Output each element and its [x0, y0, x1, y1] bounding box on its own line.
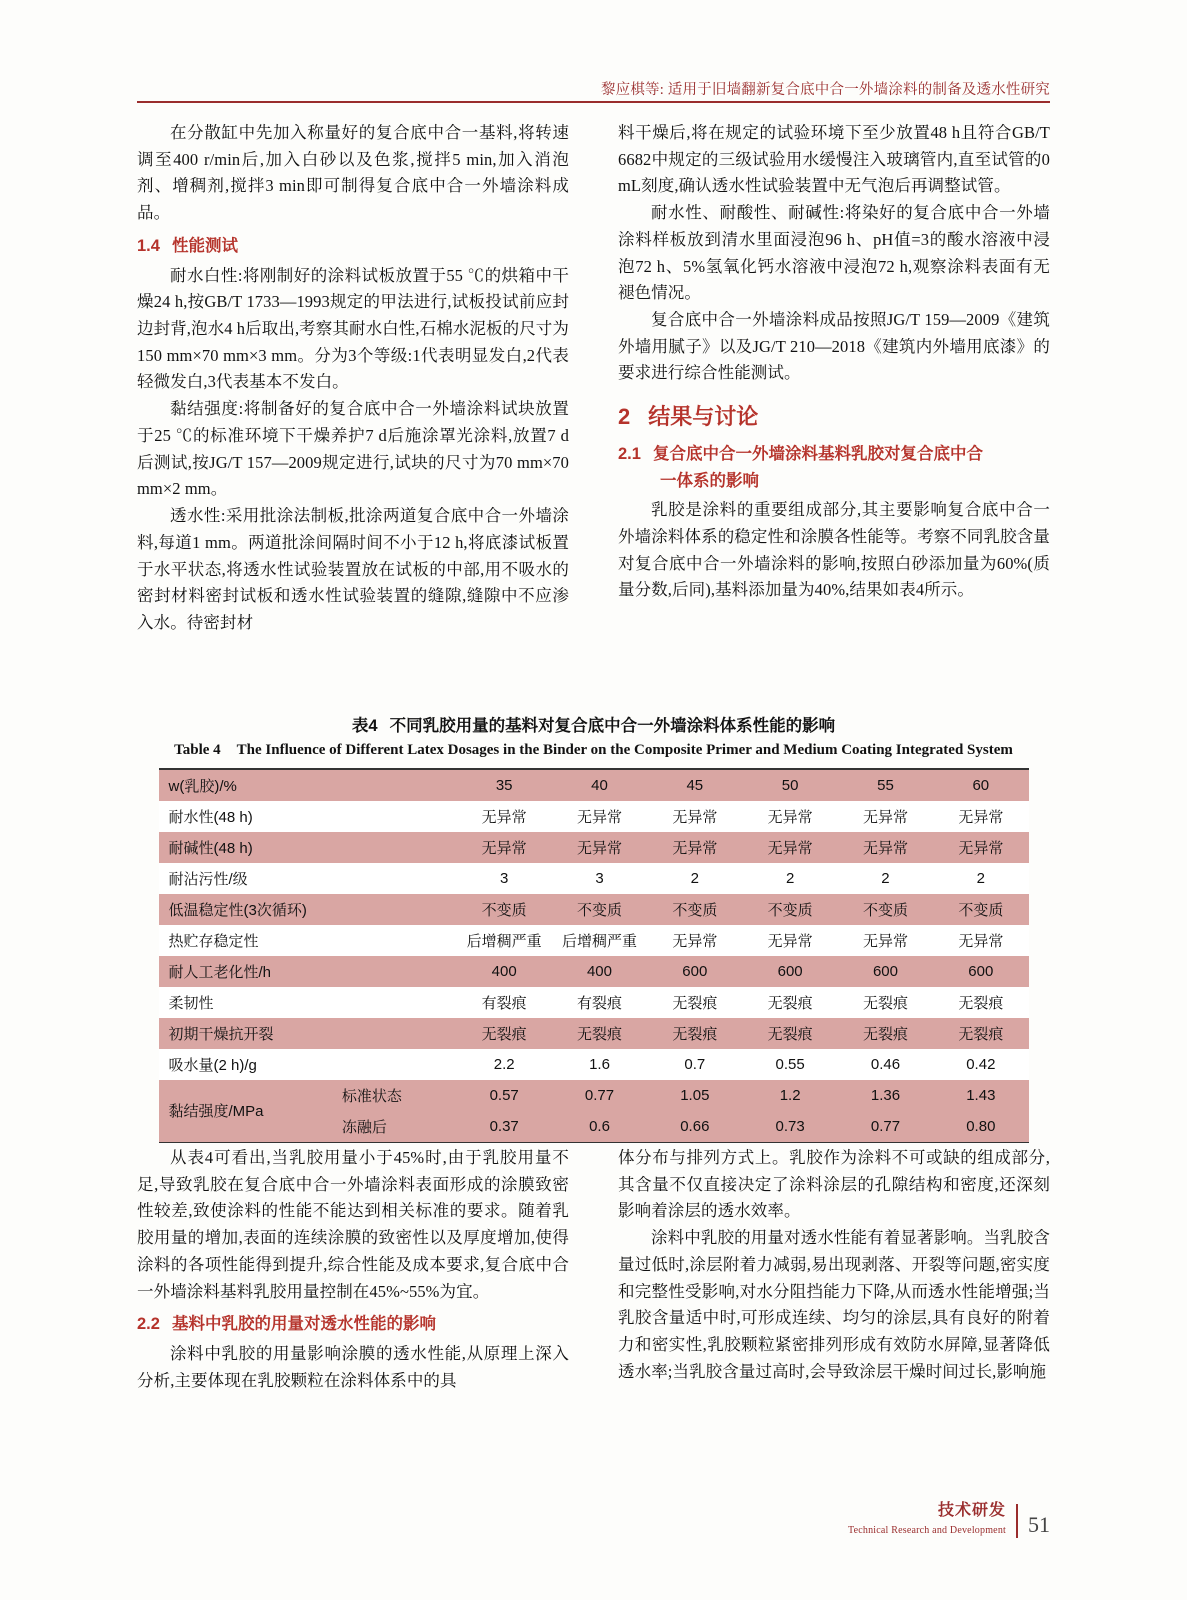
- cell: 0.77: [870, 1117, 901, 1135]
- paragraph: 乳胶是涂料的重要组成部分,其主要影响复合底中合一外墙涂料体系的稳定性和涂膜各性能等。考察不同乳胶含量对复合底中合一外墙涂料的影响,按照白砂添加量为60%(质量分数,后同),基料添加量为40%,结果如表4所示。: [618, 500, 1050, 600]
- table-header-row: [159, 770, 1029, 801]
- row-sublabel: 冻融后: [341, 1118, 387, 1136]
- section-heading-1-4: [137, 233, 569, 260]
- page-number: 51: [1028, 1512, 1050, 1537]
- cell: 后增稠严重: [561, 932, 637, 950]
- table-row: [159, 894, 1029, 925]
- cell: 2: [976, 869, 985, 887]
- cell: 不变质: [958, 901, 1004, 919]
- cell: 不变质: [481, 901, 527, 919]
- cell: 无异常: [767, 932, 813, 950]
- table-row: [159, 863, 1029, 894]
- table-row: [159, 987, 1029, 1018]
- section-heading-2-2: [137, 1311, 569, 1338]
- header-divider: [137, 101, 1050, 103]
- cell: 无异常: [672, 808, 718, 826]
- cell: 无裂痕: [576, 1025, 622, 1043]
- table-title-cn: 不同乳胶用量的基料对复合底中合一外墙涂料体系性能的影响: [389, 717, 836, 735]
- column-header: 35: [495, 776, 513, 794]
- footer-brand-cn: 技术研发: [937, 1502, 1006, 1519]
- cell: 无裂痕: [958, 994, 1004, 1012]
- table-title-en: The Influence of Different Latex Dosages in the Binder on the Composite Primer and Medium Coating Integrated System: [236, 742, 1013, 758]
- section-number: 2.2: [137, 1315, 160, 1334]
- cell: 400: [586, 962, 612, 980]
- row-label: 黏结强度/MPa: [168, 1103, 264, 1121]
- cell: 无异常: [672, 932, 718, 950]
- cell: 不变质: [672, 901, 718, 919]
- table-caption-cn: [137, 712, 1050, 736]
- table-row: [159, 925, 1029, 956]
- cell: 0.77: [584, 1086, 615, 1104]
- row-label: 耐碱性(48 h): [168, 839, 253, 857]
- cell: 无异常: [767, 808, 813, 826]
- row-label: 吸水量(2 h)/g: [168, 1056, 257, 1074]
- table-row: [159, 832, 1029, 863]
- cell: 无异常: [862, 808, 908, 826]
- cell: 2: [785, 869, 795, 887]
- cell: 0.46: [870, 1055, 901, 1073]
- cell: 0.7: [684, 1055, 706, 1073]
- cell: 600: [872, 962, 898, 980]
- top-columns: [137, 120, 1050, 637]
- table-row: [159, 1080, 1029, 1111]
- cell: 无裂痕: [862, 994, 908, 1012]
- cell: 无异常: [672, 839, 718, 857]
- cell: 无异常: [862, 839, 908, 857]
- cell: 3: [499, 869, 509, 887]
- bottom-right-column: [618, 1145, 1050, 1385]
- paragraph: 耐水白性:将刚制好的涂料试板放置于55 ℃的烘箱中干燥24 h,按GB/T 1733—1993规定的甲法进行,试板投试前应封边封背,泡水4 h后取出,考察其耐水白性,石棉水泥板的尺寸为150 mm×70 mm×3 mm。分为3个等级:1代表明显发白,2代表轻微发白,3代表基本不发白。: [137, 265, 569, 392]
- cell: 0.57: [489, 1086, 519, 1104]
- table-4-block: [137, 712, 1050, 1143]
- paragraph: 黏结强度:将制备好的复合底中合一外墙涂料试块放置于25 ℃的标准环境下干燥养护7 d后施涂罩光涂料,放置7 d后测试,按JG/T 157—2009规定进行,试块的尺寸为70 mm×70 mm×2 mm。: [137, 399, 569, 499]
- section-title: 结果与讨论: [648, 404, 759, 430]
- footer-divider: [1016, 1504, 1018, 1538]
- cell: 2: [881, 869, 890, 887]
- row-sublabel: 标准状态: [341, 1087, 402, 1105]
- cell: 0.6: [589, 1117, 610, 1135]
- table-row: [159, 1049, 1029, 1080]
- cell: 0.37: [489, 1117, 519, 1135]
- cell: 600: [682, 962, 708, 980]
- column-header: 55: [877, 776, 894, 794]
- cell: 0.73: [775, 1117, 805, 1135]
- cell: 2: [690, 869, 699, 887]
- row-label: 热贮存稳定性: [168, 932, 259, 950]
- cell: 400: [491, 962, 517, 980]
- left-column: [137, 120, 569, 637]
- section-number: 2: [618, 404, 631, 430]
- cell: 不变质: [576, 901, 622, 919]
- bottom-columns: [137, 1145, 1050, 1394]
- column-header: 50: [781, 776, 799, 794]
- cell: 无异常: [958, 839, 1004, 857]
- table-label-cn: 表4: [351, 717, 378, 735]
- row-label: 耐水性(48 h): [168, 808, 253, 826]
- cell: 无异常: [862, 932, 908, 950]
- column-header: 40: [591, 776, 608, 794]
- table-row: [159, 956, 1029, 987]
- cell: 0.66: [680, 1117, 710, 1135]
- cell: 无异常: [481, 839, 527, 857]
- footer-brand-en: Technical Research and Development: [848, 1525, 1006, 1536]
- row-label: 耐沾污性/级: [168, 870, 248, 888]
- cell: 无裂痕: [958, 1025, 1004, 1043]
- cell: 600: [777, 962, 803, 980]
- column-header: w(乳胶)/%: [168, 777, 237, 795]
- paragraph: 透水性:采用批涂法制板,批涂两道复合底中合一外墙涂料,每道1 mm。两道批涂间隔时间不小于12 h,将底漆试板置于水平状态,将透水性试验装置放在试板的中部,用不吸水的密封材料密封试板和透水性试验装置的缝隙,缝隙中不应渗入水。待密封材: [137, 506, 569, 632]
- table-row: [159, 801, 1029, 832]
- cell: 0.42: [966, 1055, 996, 1073]
- section-number: 1.4: [137, 236, 160, 255]
- cell: 0.55: [775, 1055, 805, 1073]
- cell: 后增稠严重: [466, 932, 542, 950]
- section-title: 复合底中合一外墙涂料基料乳胶对复合底中合: [652, 444, 983, 463]
- cell: 1.6: [589, 1055, 610, 1073]
- table-label-en: Table 4: [174, 742, 221, 758]
- table-4: [159, 770, 1029, 1142]
- column-header: 60: [972, 776, 990, 794]
- table-row: [159, 1018, 1029, 1049]
- cell: 不变质: [862, 901, 908, 919]
- paragraph: 涂料中乳胶的用量对透水性能有着显著影响。当乳胶含量过低时,涂层附着力减弱,易出现剥落、开裂等问题,密实度和完整性受影响,对水分阻挡能力下降,从而透水性能增强;当乳胶含量适中时,可形成连续、均匀的涂层,具有良好的附着力和密实性,乳胶颗粒紧密排列形成有效防水屏障,显著降低透水率;当乳胶含量过高时,会导致涂层干燥时间过长,影响施: [618, 1228, 1050, 1381]
- cell: 3: [595, 869, 604, 887]
- table-bottom-rule: [159, 1142, 1029, 1144]
- section-number: 2.1: [618, 444, 641, 463]
- cell: 无异常: [576, 808, 622, 826]
- section-heading-2: [618, 399, 1050, 435]
- row-label: 耐人工老化性/h: [168, 963, 272, 981]
- paragraph: 料干燥后,将在规定的试验环境下至少放置48 h且符合GB/T 6682中规定的三级试验用水缓慢注入玻璃管内,直至试管的0 mL刻度,确认透水性试验装置中无气泡后再调整试管。: [618, 123, 1050, 196]
- right-column: [618, 120, 1050, 604]
- cell: 0.80: [966, 1117, 996, 1135]
- cell: 2.2: [493, 1055, 515, 1073]
- paragraph: 体分布与排列方式上。乳胶作为涂料不可或缺的组成部分,其含量不仅直接决定了涂料涂层的孔隙结构和密度,还深刻影响着涂层的透水效率。: [618, 1148, 1050, 1221]
- cell: 无裂痕: [767, 994, 813, 1012]
- cell: 无异常: [767, 839, 813, 857]
- section-title-continuation: 一体系的影响: [660, 471, 759, 490]
- section-title: 性能测试: [171, 236, 238, 255]
- cell: 无异常: [481, 808, 527, 826]
- cell: 1.2: [779, 1086, 801, 1104]
- table-caption-en: [149, 740, 1039, 760]
- bottom-left-column: [137, 1145, 569, 1394]
- cell: 无裂痕: [672, 994, 718, 1012]
- cell: 无异常: [958, 932, 1004, 950]
- cell: 无异常: [958, 808, 1004, 826]
- cell: 无裂痕: [672, 1025, 718, 1043]
- cell: 无异常: [576, 839, 622, 857]
- paragraph: 在分散缸中先加入称量好的复合底中合一基料,将转速调至400 r/min后,加入白砂以及色浆,搅拌5 min,加入消泡剂、增稠剂,搅拌3 min即可制得复合底中合一外墙涂料成品。: [137, 123, 569, 223]
- row-label: 柔韧性: [168, 994, 214, 1012]
- row-label: 低温稳定性(3次循环): [168, 901, 307, 919]
- cell: 无裂痕: [767, 1025, 813, 1043]
- cell: 1.43: [966, 1086, 996, 1104]
- paragraph: 涂料中乳胶的用量影响涂膜的透水性能,从原理上深入分析,主要体现在乳胶颗粒在涂料体系中的具: [137, 1344, 569, 1390]
- section-title: 基料中乳胶的用量对透水性能的影响: [171, 1315, 436, 1334]
- cell: 有裂痕: [481, 994, 527, 1012]
- cell: 无裂痕: [481, 1025, 527, 1043]
- column-header: 45: [686, 776, 704, 794]
- page-footer: [848, 1497, 1050, 1538]
- cell: 不变质: [767, 901, 813, 919]
- cell: 有裂痕: [576, 994, 622, 1012]
- section-heading-2-1: [618, 441, 1050, 494]
- row-label: 初期干燥抗开裂: [168, 1025, 274, 1043]
- cell: 无裂痕: [862, 1025, 908, 1043]
- paragraph: 复合底中合一外墙涂料成品按照JG/T 159—2009《建筑外墙用腻子》以及JG/T 210—2018《建筑内外墙用底漆》的要求进行综合性能测试。: [618, 310, 1050, 383]
- cell: 600: [968, 962, 994, 980]
- paragraph: 从表4可看出,当乳胶用量小于45%时,由于乳胶用量不足,导致乳胶在复合底中合一外墙涂料表面形成的涂膜致密性较差,致使涂料的性能不能达到相关标准的要求。随着乳胶用量的增加,表面的连续涂膜的致密性以及厚度增加,使得涂料的各项性能得到提升,综合性能及成本要求,复合底中合一外墙涂料基料乳胶用量控制在45%~55%为宜。: [137, 1148, 569, 1301]
- cell: 1.36: [870, 1086, 901, 1104]
- cell: 1.05: [680, 1086, 710, 1104]
- paragraph: 耐水性、耐酸性、耐碱性:将染好的复合底中合一外墙涂料样板放到清水里面浸泡96 h、pH值=3的酸水溶液中浸泡72 h、5%氢氧化钙水溶液中浸泡72 h,观察涂料表面有无褪色情况。: [618, 203, 1050, 303]
- running-header: 黎应棋等: 适用于旧墙翻新复合底中合一外墙涂料的制备及透水性研究: [600, 82, 1050, 98]
